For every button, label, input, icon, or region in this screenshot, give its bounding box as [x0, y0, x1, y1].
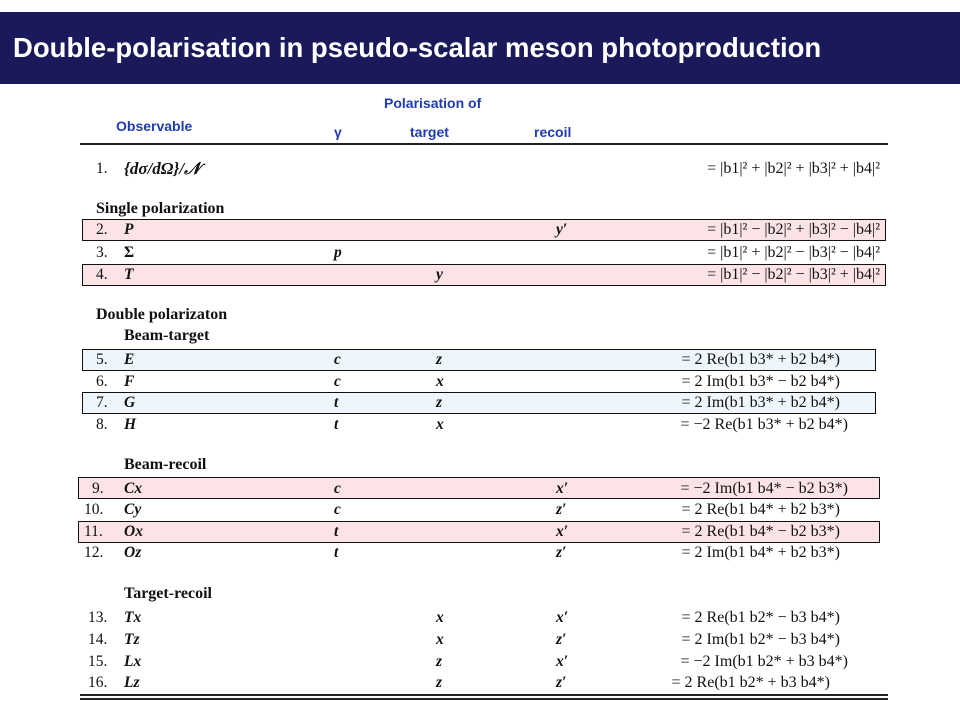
section-double-polarization: Double polarizaton [96, 306, 228, 323]
row-number: 3. [96, 244, 108, 261]
row-number: 10. [84, 501, 104, 518]
beam-value: c [334, 501, 341, 518]
target-value: x [436, 609, 444, 626]
observable-Cy: Cy [124, 501, 142, 518]
observable-Lx: Lx [124, 653, 142, 670]
equation: = |b1|² − |b2|² + |b3|² − |b4|² [707, 221, 880, 238]
equation: = 2 Re(b1 b2* + b3 b4*) [671, 674, 830, 691]
recoil-value: z′ [556, 501, 567, 518]
row-number: 12. [84, 544, 104, 561]
observable-Sigma: Σ [124, 244, 135, 261]
slide-title: Double-polarisation in pseudo-scalar meson photoproduction [13, 32, 822, 63]
equation: = 2 Re(b1 b3* + b2 b4*) [681, 351, 840, 368]
beam-value: t [334, 394, 339, 411]
equation: = 2 Im(b1 b4* + b2 b3*) [681, 544, 840, 561]
observable-Lz: Lz [124, 674, 140, 691]
top-rule [80, 143, 888, 145]
equation: = 2 Re(b1 b4* + b2 b3*) [681, 501, 840, 518]
section-target-recoil: Target-recoil [124, 585, 212, 602]
observable-G: G [124, 394, 136, 411]
beam-value: t [334, 523, 339, 540]
equation: = 2 Re(b1 b4* − b2 b3*) [681, 523, 840, 540]
recoil-value: x′ [556, 653, 569, 670]
equation: = 2 Im(b1 b3* − b2 b4*) [681, 373, 840, 390]
row-number: 6. [96, 373, 108, 390]
header-polarisation-of: Polarisation of [384, 95, 482, 111]
row-number: 14. [88, 631, 108, 648]
equation: = 2 Im(b1 b2* − b3 b4*) [681, 631, 840, 648]
recoil-value: y′ [556, 221, 568, 238]
observable-Tx: Tx [124, 609, 142, 626]
bottom-rule-second [80, 698, 888, 700]
recoil-value: z′ [556, 544, 567, 561]
section-single-polarization: Single polarization [96, 200, 225, 217]
target-value: z [436, 653, 443, 670]
equation: = −2 Im(b1 b4* − b2 b3*) [680, 480, 848, 497]
equation: = 2 Re(b1 b2* − b3 b4*) [681, 609, 840, 626]
equation: = |b1|² − |b2|² − |b3|² + |b4|² [707, 266, 880, 283]
target-value: z [436, 351, 443, 368]
equation: = −2 Im(b1 b2* + b3 b4*) [680, 653, 848, 670]
beam-value: p [334, 244, 342, 261]
observable-Cx: Cx [124, 480, 143, 497]
recoil-value: z′ [556, 631, 567, 648]
section-beam-recoil: Beam-recoil [124, 456, 207, 473]
header-recoil: recoil [534, 124, 572, 140]
row-number: 1. [96, 160, 108, 177]
observable-P: P [124, 221, 134, 238]
target-value: z [436, 394, 443, 411]
beam-value: t [334, 416, 339, 433]
target-value: x [436, 416, 444, 433]
row-number: 8. [96, 416, 108, 433]
row-number: 13. [88, 609, 108, 626]
recoil-value: x′ [556, 480, 569, 497]
beam-value: c [334, 373, 341, 390]
cross-section-expression: {dσ/dΩ}/𝒩 [124, 159, 201, 178]
row-number: 7. [96, 394, 108, 411]
observable-F: F [124, 373, 135, 390]
target-value: x [436, 631, 444, 648]
beam-value: c [334, 351, 341, 368]
equation: = |b1|² + |b2|² − |b3|² − |b4|² [707, 244, 880, 261]
observable-Oz: Oz [124, 544, 142, 561]
row-number: 9. [92, 480, 104, 497]
observable-E: E [124, 351, 135, 368]
row-number: 15. [88, 653, 108, 670]
recoil-value: z′ [556, 674, 567, 691]
row-number: 16. [88, 674, 108, 691]
target-value: y [436, 266, 443, 283]
recoil-value: x′ [556, 609, 569, 626]
row-number: 5. [96, 351, 108, 368]
header-gamma: γ [334, 124, 342, 140]
row-number: 2. [96, 221, 108, 238]
target-value: x [436, 373, 444, 390]
recoil-value: x′ [556, 523, 569, 540]
beam-value: c [334, 480, 341, 497]
bottom-rule [80, 694, 888, 696]
header-target: target [410, 124, 449, 140]
row-number: 11. [84, 523, 103, 540]
title-bar [0, 12, 960, 84]
observable-Ox: Ox [124, 523, 143, 540]
equation: = −2 Re(b1 b3* + b2 b4*) [680, 416, 848, 433]
observable-Tz: Tz [124, 631, 140, 648]
target-value: z [436, 674, 443, 691]
header-observable: Observable [116, 118, 193, 134]
section-beam-target: Beam-target [124, 327, 210, 344]
row-number: 4. [96, 266, 108, 283]
observable-H: H [124, 416, 137, 433]
equation: = |b1|² + |b2|² + |b3|² + |b4|² [707, 160, 880, 177]
beam-value: t [334, 544, 339, 561]
equation: = 2 Im(b1 b3* + b2 b4*) [681, 394, 840, 411]
observable-T: T [124, 266, 134, 283]
